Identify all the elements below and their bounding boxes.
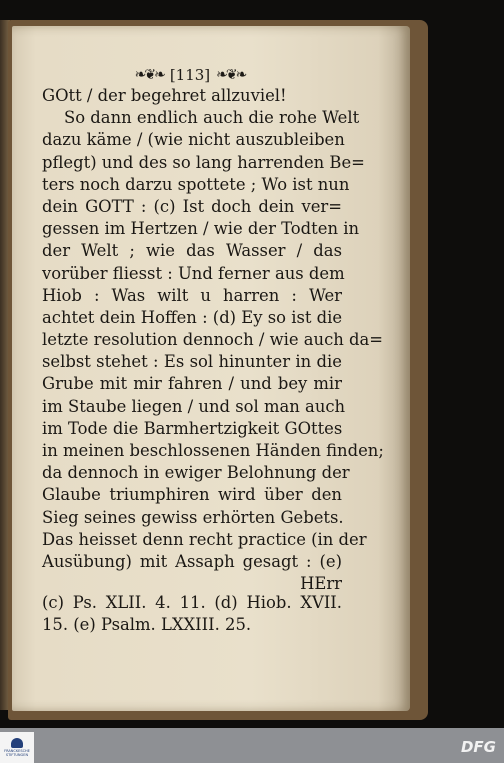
- text-line: gessen im Hertzen / wie der Todten in: [42, 219, 360, 239]
- text-line: selbst stehet : Es sol hinunter in die: [42, 352, 342, 372]
- catchword: HErr: [300, 574, 342, 594]
- text-line: im Staube liegen / und sol man auch: [42, 396, 346, 416]
- page-header: [130, 64, 250, 86]
- page-number: [113]: [169, 66, 211, 84]
- text-line: Hiob : Was wilt u harren : Wer: [42, 285, 342, 305]
- text-line: pflegt) und des so lang harrenden Be=: [42, 152, 365, 172]
- text-line: achtet dein Hoffen : (d) Ey so ist die: [42, 307, 343, 327]
- text-line: im Tode die Barmhertzigkeit GOttes: [42, 418, 343, 438]
- footnote-line: (c) Ps. XLII. 4. 11. (d) Hiob. XVII.: [42, 593, 342, 612]
- logo-icon: [11, 738, 23, 748]
- body-text: [42, 85, 384, 595]
- viewer-footer-bar: [0, 728, 504, 763]
- ornament-right-icon: ❧❦❧: [216, 67, 246, 83]
- dfg-logo[interactable]: DFG: [460, 738, 496, 756]
- text-line: letzte resolution dennoch / wie auch da=: [42, 330, 384, 350]
- ornament-left-icon: ❧❦❧: [134, 67, 164, 83]
- text-line: Glaube triumphiren wird über den: [42, 485, 342, 505]
- text-line: der Welt ; wie das Wasser / das: [42, 241, 342, 261]
- text-line: da dennoch in ewiger Belohnung der: [42, 463, 350, 483]
- text-line: dazu käme / (wie nicht auszubleiben: [42, 130, 345, 150]
- text-line: GOtt / der begehret allzuviel!: [42, 86, 287, 105]
- text-line: Ausübung) mit Assaph gesagt : (e): [42, 551, 342, 571]
- footnote-line: 15. (e) Psalm. LXXIII. 25.: [42, 615, 252, 635]
- text-line: Sieg seines gewiss erhörten Gebets.: [42, 507, 344, 527]
- text-line: dein GOTT : (c) Ist doch dein ver=: [42, 196, 342, 216]
- footnotes: [42, 592, 342, 636]
- text-line: ters noch darzu spottete ; Wo ist nun: [42, 174, 350, 194]
- logo-text: FRANCKESCHE STIFTUNGEN: [4, 749, 30, 757]
- text-line: Das heisset denn recht practice (in der: [42, 529, 367, 549]
- text-line: vorüber fliesst : Und ferner aus dem: [42, 263, 345, 283]
- text-line: So dann endlich auch die rohe Welt: [64, 108, 360, 128]
- text-line: Grube mit mir fahren / und bey mir: [42, 374, 342, 394]
- text-line: in meinen beschlossenen Händen finden;: [42, 441, 384, 460]
- institution-logo[interactable]: [0, 732, 34, 763]
